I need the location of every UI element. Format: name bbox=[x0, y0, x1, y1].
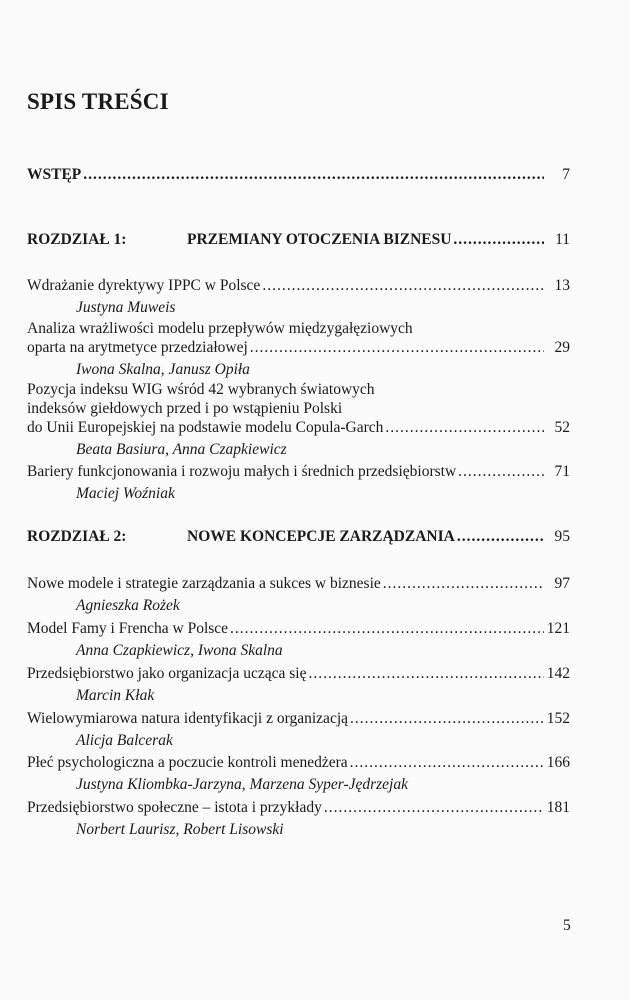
entry-title: Wielowymiarowa natura identyfikacji z organizacją bbox=[27, 710, 349, 727]
entry-authors: Agnieszka Rożek bbox=[76, 597, 180, 614]
chapter-2-page: 95 bbox=[554, 528, 570, 545]
entry-page: 166 bbox=[546, 754, 570, 771]
toc-entry bbox=[27, 798, 570, 839]
entry-title: Wdrażanie dyrektywy IPPC w Polsce bbox=[27, 277, 261, 294]
entry-page: 52 bbox=[554, 419, 570, 436]
chapter-1-number: ROZDZIAŁ 1: bbox=[27, 231, 127, 248]
dot-leader bbox=[453, 230, 544, 249]
entry-authors: Norbert Laurisz, Robert Lisowski bbox=[76, 821, 284, 838]
entry-authors: Justyna Muweis bbox=[76, 299, 176, 316]
dot-leader bbox=[385, 418, 544, 437]
toc-entry bbox=[27, 753, 570, 794]
intro-page: 7 bbox=[562, 166, 570, 183]
dot-leader bbox=[350, 753, 544, 772]
dot-leader bbox=[458, 462, 544, 481]
entry-page: 29 bbox=[554, 339, 570, 356]
intro-title: WSTĘP bbox=[27, 166, 82, 183]
entry-title: Model Famy i Frencha w Polsce bbox=[27, 620, 229, 637]
dot-leader bbox=[83, 165, 544, 184]
dot-leader bbox=[308, 664, 544, 683]
toc-entry bbox=[27, 380, 570, 459]
entry-page: 142 bbox=[546, 665, 570, 682]
entry-authors: Beata Basiura, Anna Czapkiewicz bbox=[76, 441, 287, 458]
dot-leader bbox=[350, 709, 544, 728]
toc-chapter-2 bbox=[27, 527, 570, 546]
toc-entry bbox=[27, 462, 570, 503]
entry-page: 181 bbox=[546, 799, 570, 816]
entry-title: indeksów giełdowych przed i po wstąpieniu Polski bbox=[27, 400, 343, 417]
toc-entry bbox=[27, 709, 570, 750]
entry-page: 152 bbox=[546, 710, 570, 727]
entry-authors: Iwona Skalna, Janusz Opiła bbox=[76, 361, 250, 378]
toc-chapter-1 bbox=[27, 230, 570, 249]
page-number: 5 bbox=[563, 917, 571, 934]
dot-leader bbox=[250, 338, 544, 357]
entry-title: Bariery funkcjonowania i rozwoju małych i średnich przedsiębiorstw bbox=[27, 463, 457, 480]
chapter-2-title: NOWE KONCEPCJE ZARZĄDZANIA bbox=[187, 528, 455, 545]
entry-title: Pozycja indeksu WIG wśród 42 wybranych światowych bbox=[27, 381, 375, 398]
entry-authors: Anna Czapkiewicz, Iwona Skalna bbox=[76, 642, 283, 659]
toc-entry bbox=[27, 574, 570, 615]
toc-intro bbox=[27, 165, 570, 184]
dot-leader bbox=[324, 798, 544, 817]
toc-entry bbox=[27, 664, 570, 705]
entry-title: do Unii Europejskiej na podstawie modelu Copula-Garch bbox=[27, 419, 384, 436]
entry-title: Analiza wrażliwości modelu przepływów międzygałęziowych bbox=[27, 320, 413, 337]
entry-authors: Maciej Woźniak bbox=[76, 485, 175, 502]
dot-leader bbox=[457, 527, 544, 546]
page-title: SPIS TREŚCI bbox=[27, 89, 169, 114]
dot-leader bbox=[262, 276, 544, 295]
entry-title: oparta na arytmetyce przedziałowej bbox=[27, 339, 248, 356]
entry-title: Płeć psychologiczna a poczucie kontroli menedżera bbox=[27, 754, 348, 771]
dot-leader bbox=[230, 619, 544, 638]
entry-title: Nowe modele i strategie zarządzania a sukces w biznesie bbox=[27, 575, 381, 592]
toc-entry bbox=[27, 619, 570, 660]
dot-leader bbox=[383, 574, 544, 593]
entry-authors: Alicja Balcerak bbox=[76, 732, 173, 749]
entry-page: 71 bbox=[554, 463, 570, 480]
entry-title: Przedsiębiorstwo jako organizacja ucząca się bbox=[27, 665, 307, 682]
toc-entry bbox=[27, 319, 570, 379]
entry-title: Przedsiębiorstwo społeczne – istota i przykłady bbox=[27, 799, 322, 816]
chapter-1-page: 11 bbox=[555, 231, 570, 248]
chapter-2-number: ROZDZIAŁ 2: bbox=[27, 528, 127, 545]
entry-authors: Marcin Kłak bbox=[76, 687, 155, 704]
entry-page: 121 bbox=[546, 620, 570, 637]
entry-authors: Justyna Kliombka-Jarzyna, Marzena Syper-Jędrzejak bbox=[76, 776, 408, 793]
entry-page: 97 bbox=[554, 575, 570, 592]
toc-entry bbox=[27, 276, 570, 317]
chapter-1-title: PRZEMIANY OTOCZENIA BIZNESU bbox=[187, 231, 452, 248]
entry-page: 13 bbox=[554, 277, 570, 294]
